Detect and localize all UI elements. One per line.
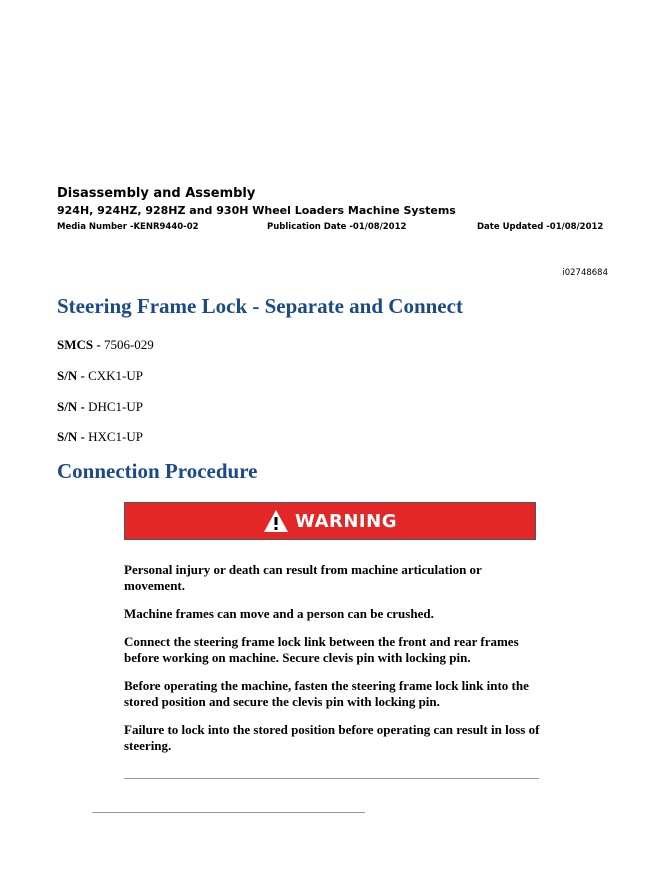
warning-paragraph: Personal injury or death can result from machine articulation or movement. xyxy=(124,562,482,593)
serial-field xyxy=(57,368,143,384)
smcs-label: SMCS - xyxy=(57,337,101,352)
serial-value: CXK1-UP xyxy=(88,368,143,383)
serial-label: S/N - xyxy=(57,429,85,444)
date-updated: Date Updated -01/08/2012 xyxy=(477,222,604,232)
serial-label: S/N - xyxy=(57,399,85,414)
smcs-field xyxy=(57,337,154,353)
warning-paragraph: Before operating the machine, fasten the steering frame lock link into the stored position and secure the clevis pin with locking pin. xyxy=(124,678,529,709)
warning-label: WARNING xyxy=(295,510,397,532)
warning-paragraph: Failure to lock into the stored position before operating can result in loss of steering. xyxy=(124,722,540,753)
document-models: 924H, 924HZ, 928HZ and 930H Wheel Loaders Machine Systems xyxy=(57,204,456,217)
smcs-value: 7506-029 xyxy=(103,337,154,352)
media-number: Media Number -KENR9440-02 xyxy=(57,222,199,232)
document-section-title: Disassembly and Assembly xyxy=(57,186,256,201)
serial-value: DHC1-UP xyxy=(88,399,143,414)
serial-label: S/N - xyxy=(57,368,85,383)
divider xyxy=(92,812,365,813)
publication-date: Publication Date -01/08/2012 xyxy=(267,222,407,232)
warning-triangle-icon xyxy=(263,509,289,533)
document-id: i02748684 xyxy=(562,268,608,278)
warning-banner xyxy=(124,502,536,540)
section-heading: Connection Procedure xyxy=(57,459,258,483)
warning-paragraph: Machine frames can move and a person can be crushed. xyxy=(124,606,434,621)
serial-value: HXC1-UP xyxy=(88,429,143,444)
serial-field xyxy=(57,429,143,445)
serial-field xyxy=(57,399,143,415)
page-title: Steering Frame Lock - Separate and Connect xyxy=(57,294,463,318)
divider xyxy=(124,778,539,779)
warning-paragraph: Connect the steering frame lock link between the front and rear frames before working on machine. Secure clevis pin with locking pin. xyxy=(124,634,519,665)
warning-text xyxy=(124,562,544,766)
